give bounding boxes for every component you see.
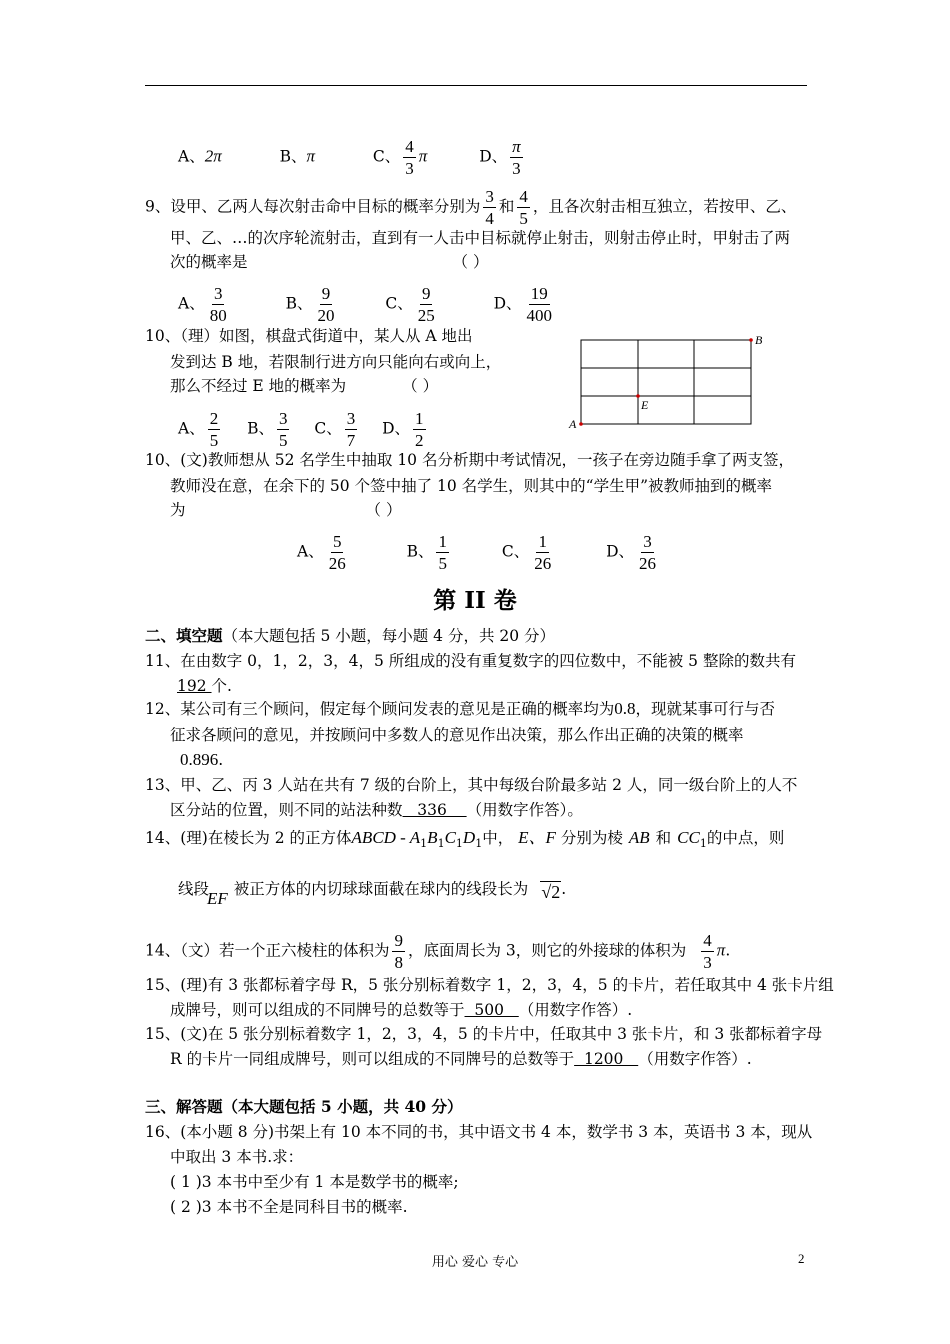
q15w-line1: 15、(文)在 5 张分别标着数字 1，2，3，4，5 的卡片中，任取其中 3 张卡片，和 3 张都标着字母	[145, 1025, 823, 1043]
q9-option-c: $\frac{9}{25}$	[417, 284, 435, 325]
q10w-line1: 10、(文)教师想从 52 名学生中抽取 10 名分析期中考试情况，一孩子在旁边随手拿了两支签，	[145, 451, 794, 469]
q11-line2: 192 个.	[177, 677, 232, 695]
q8-options	[178, 138, 526, 177]
q8-option-b-value: π	[306, 146, 316, 166]
q12-answer: 0.896	[180, 750, 219, 769]
q10w-option-d: $\frac{3}{26}$	[639, 532, 657, 573]
q13-answer: 336	[402, 801, 467, 819]
q10l-line1: 10、（理）如图，棋盘式街道中，某人从 A 地出	[145, 327, 473, 345]
part2-title: 第 II 卷	[433, 587, 517, 614]
q9-frac2: $\frac{4}{5}$	[519, 187, 528, 228]
label-b: B	[755, 333, 763, 347]
q8-option-c-label: C、	[372, 147, 401, 166]
q10l-option-a: $\frac{2}{5}$	[209, 409, 219, 450]
q10l-option-d: $\frac{1}{2}$	[415, 409, 424, 450]
q10w-option-b: $\frac{1}{5}$	[438, 532, 447, 573]
q9-line1: 9、设甲、乙两人每次射击命中目标的概率分别为 $\frac{3}{4}$ 和 $\frac{4}{5}$ ，且各次射击相互独立，若按甲、乙、	[145, 187, 797, 228]
grid-lines	[581, 340, 751, 424]
q8-option-a-label: A、	[178, 147, 205, 166]
q9-option-a: $\frac{3}{80}$	[209, 284, 227, 325]
q15l-line1: 15、(理)有 3 张都标着字母 R，5 张分别标着数字 1，2，3，4，5 的卡片，若任取其中 4 张卡片组	[145, 976, 834, 994]
q8-option-b-label: B、	[279, 147, 307, 166]
q14l-line2: 线段EF 被正方体的内切球球面截在球内的线段长为 √2.	[178, 880, 567, 908]
q8-option-c-frac: $\frac{4}{3}$	[405, 137, 414, 178]
q15w-line2: R 的卡片一同组成牌号，则可以组成的不同牌号的总数等于 1200 （用数字作答）.	[170, 1050, 752, 1068]
q14l-answer: √2	[541, 882, 561, 902]
header-rule	[145, 85, 807, 86]
q9-answer-paren: （ ）	[452, 253, 489, 271]
q16-part1: ( 1 )3 本书中至少有 1 本是数学书的概率;	[170, 1173, 459, 1191]
q9-frac1: $\frac{3}{4}$	[485, 187, 494, 228]
point-e-dot	[636, 394, 640, 398]
q14l-line1: 14、(理)在棱长为 2 的正方体ABCD - $A_1B_1C_1D_1$中， E、F 分别为棱 AB 和 $CC_1$的中点，则	[145, 828, 785, 850]
q15w-answer: 1200	[574, 1050, 639, 1068]
label-a: A	[569, 417, 577, 431]
q15l-line2: 成牌号，则可以组成的不同牌号的总数等于 500 （用数字作答）.	[170, 1001, 633, 1019]
label-e: E	[641, 398, 649, 412]
q16-line2: 中取出 3 本书.求：	[170, 1148, 304, 1166]
q8-option-c-pi: π	[418, 146, 428, 166]
q13-line2: 区分站的位置，则不同的站法种数 336 （用数字作答）。	[170, 801, 583, 819]
q10w-option-a: $\frac{5}{26}$	[328, 532, 346, 573]
q12-line1: 12、某公司有三个顾问，假定每个顾问发表的意见是正确的概率均为0.8，现就某事可行与否	[145, 699, 775, 718]
q9-line2: 甲、乙、…的次序轮流射击，直到有一人击中目标就停止射击，则射击停止时，甲射击了两	[170, 229, 791, 247]
q12-line2: 征求各顾问的意见，并按顾问中多数人的意见作出决策，那么作出正确的决策的概率	[170, 726, 744, 744]
page-number: 2	[798, 1251, 805, 1266]
section2-heading: 二、填空题（本大题包括 5 小题，每小题 4 分，共 20 分）	[145, 626, 556, 645]
q10w-answer-paren: （ ）	[365, 501, 402, 519]
q12-line3: 0.896.	[180, 750, 224, 769]
q16-part2: ( 2 )3 本书不全是同科目书的概率.	[170, 1198, 408, 1216]
q10w-option-c: $\frac{1}{26}$	[534, 532, 552, 573]
q9-line3: 次的概率是 （ ）	[170, 253, 489, 271]
section3-heading: 三、解答题（本大题包括 5 小题，共 40 分）	[145, 1097, 463, 1116]
q9-options: A、 $\frac{3}{80}$ B、 $\frac{9}{20}$ C、 $\frac{9}{25}$ D、 $\frac{19}{400}$	[178, 284, 553, 325]
q15l-answer: 500	[464, 1001, 519, 1019]
q10l-option-c: $\frac{3}{7}$	[346, 409, 356, 450]
q10l-line2: 发到达 B 地，若限制行进方向只能向右或向上，	[170, 353, 502, 371]
q10l-line3: 那么不经过 E 地的概率为 （ ）	[170, 377, 439, 395]
q14w-line1: 14、（文）若一个正六棱柱的体积为 $\frac{9}{8}$ ，底面周长为 3，则它的外接球的体积为 $\frac{4}{3}$ π.	[145, 931, 731, 972]
q8-option-a-value: 2π	[204, 146, 222, 166]
q10l-options: A、 $\frac{2}{5}$ B、 $\frac{3}{5}$ C、 $\frac{3}{7}$ D、 $\frac{1}{2}$	[178, 409, 424, 450]
q9-option-b: $\frac{9}{20}$	[317, 284, 335, 325]
q11-answer: 192	[177, 677, 212, 695]
q10l-option-b: $\frac{3}{5}$	[278, 409, 288, 450]
q8-option-d-frac: $\frac{\pi}{3}$	[512, 137, 521, 178]
q10w-options: A、 $\frac{5}{26}$ B、 $\frac{1}{5}$ C、 $\frac{1}{26}$ D、 $\frac{3}{26}$	[297, 532, 657, 573]
q10l-answer-paren: （ ）	[402, 377, 439, 395]
q16-line1: 16、(本小题 8 分)书架上有 10 本不同的书，其中语文书 4 本，数学书 3 本，英语书 3 本，现从	[145, 1123, 813, 1141]
footer-slogan: 用心 爱心 专心	[431, 1255, 519, 1270]
street-grid-figure	[566, 330, 776, 436]
q10w-line2: 教师没在意，在余下的 50 个签中抽了 10 名学生，则其中的“学生甲”被教师抽到的概率	[170, 477, 773, 495]
q8-option-d-label: D、	[479, 147, 508, 166]
q11-line1: 11、在由数字 0，1，2，3，4，5 所组成的没有重复数字的四位数中，不能被 5 整除的数共有	[145, 652, 796, 670]
q9-option-d: $\frac{19}{400}$	[526, 284, 553, 325]
point-b-dot	[749, 338, 753, 342]
q10w-line3: 为 （ ）	[170, 501, 402, 519]
point-a-dot	[579, 422, 583, 426]
q13-line1: 13、甲、乙、丙 3 人站在共有 7 级的台阶上，其中每级台阶最多站 2 人，同一级台阶上的人不	[145, 776, 798, 794]
q14w-frac: $\frac{9}{8}$	[394, 931, 403, 972]
q14w-answer: $\frac{4}{3}$	[703, 931, 712, 972]
